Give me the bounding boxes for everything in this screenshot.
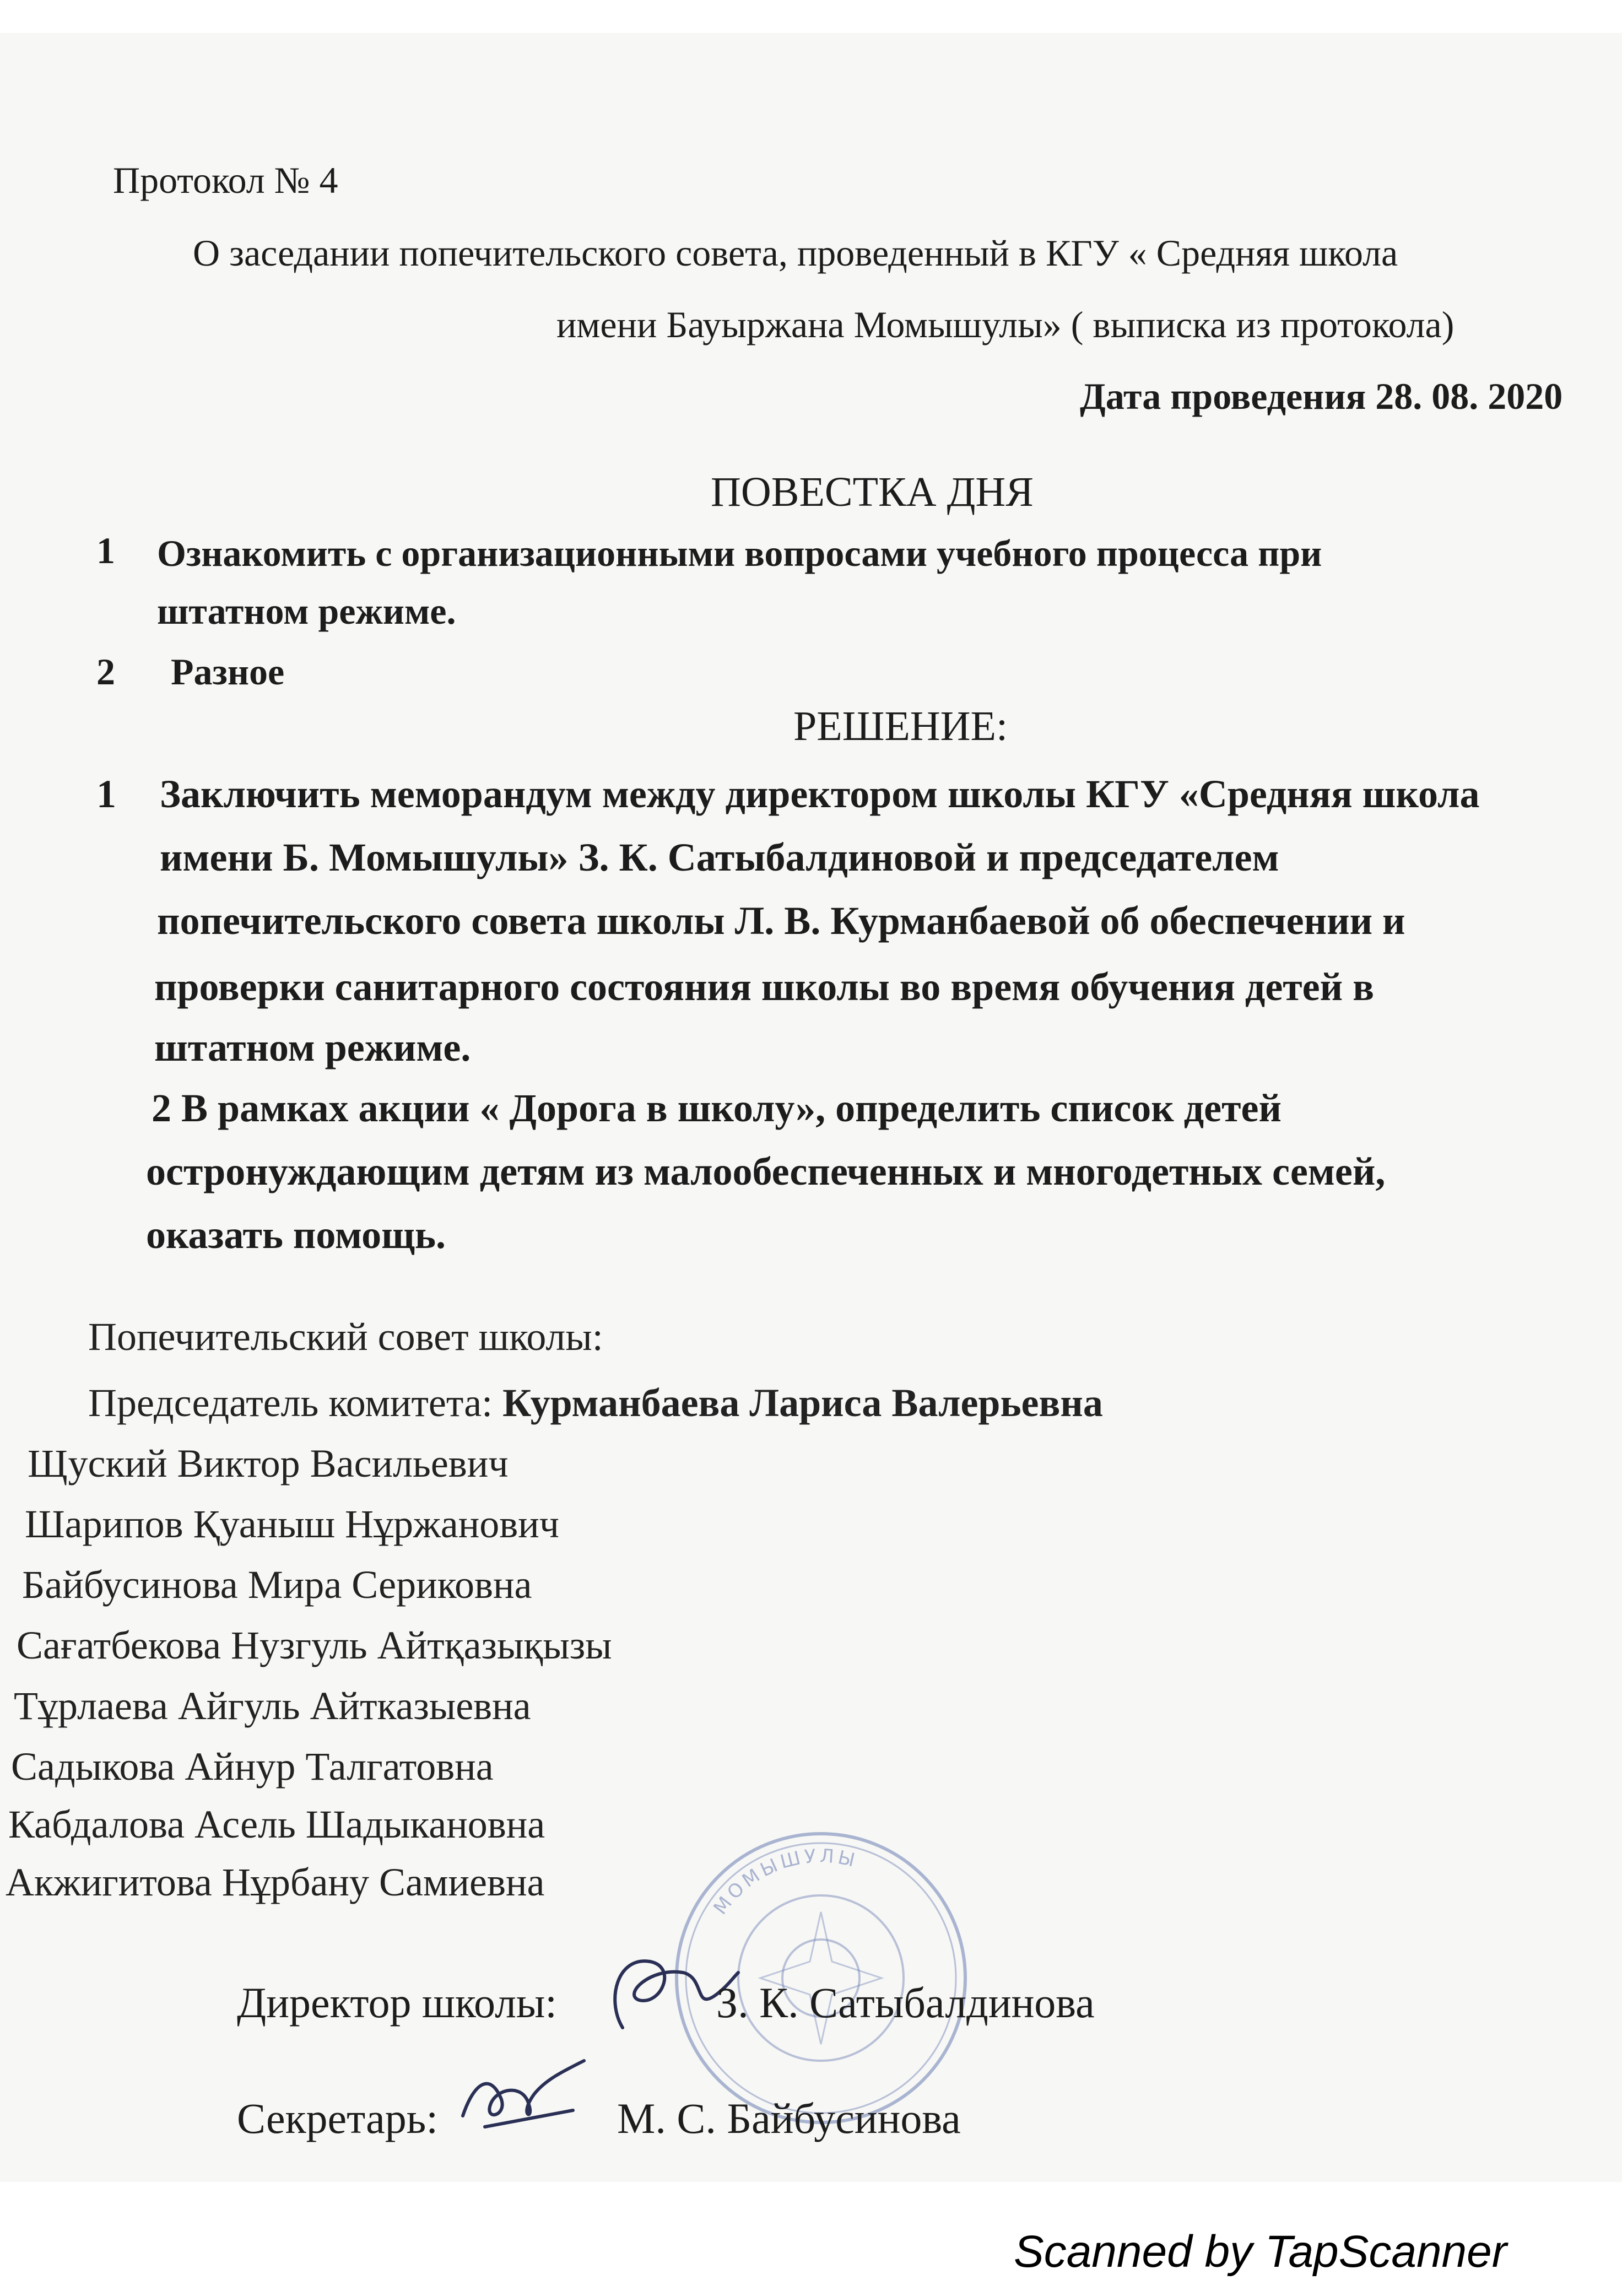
chair-name: Курманбаева Лариса Валерьевна: [502, 1381, 1103, 1425]
agenda-item-1-line1: Ознакомить с организационными вопросами учебного процесса при: [157, 532, 1322, 574]
secretary-name: М. С. Байбусинова: [617, 2094, 961, 2142]
council-chair: [88, 1380, 1103, 1426]
meeting-date: Дата проведения 28. 08. 2020: [1080, 375, 1563, 417]
chair-label: Председатель комитета:: [88, 1381, 503, 1425]
council-member: Акжигитова Нұрбану Самиевна: [6, 1860, 545, 1904]
agenda-item-1-line2: штатном режиме.: [157, 590, 456, 632]
agenda-item-2: Разное: [171, 651, 285, 693]
agenda-item-number: 2: [96, 651, 115, 693]
scanner-watermark: Scanned by TapScanner: [1014, 2227, 1507, 2277]
protocol-number: Протокол № 4: [113, 159, 338, 201]
decision-item-number: 1: [96, 772, 116, 816]
council-member: Сағатбекова Нузгуль Айтқазықызы: [17, 1623, 612, 1667]
council-heading: Попечительский совет школы:: [88, 1315, 603, 1359]
protocol-subtitle-line2: имени Бауыржана Момышулы» ( выписка из протокола): [556, 304, 1455, 345]
agenda-heading: ПОВЕСТКА ДНЯ: [711, 469, 1034, 515]
director-label: Директор школы:: [237, 1979, 557, 2027]
decision-item-2-line1: 2 В рамках акции « Дорога в школу», определить список детей: [152, 1086, 1282, 1130]
decision-item-1-line3: попечительского совета школы Л. В. Курманбаевой об обеспечении и: [157, 899, 1405, 943]
decision-heading: РЕШЕНИЕ:: [793, 703, 1008, 749]
decision-item-1-line4: проверки санитарного состояния школы во время обучения детей в: [154, 965, 1374, 1009]
secretary-label: Секретарь:: [237, 2094, 439, 2142]
council-member: Байбусинова Мира Сериковна: [22, 1563, 532, 1607]
decision-item-1-line1: Заключить меморандум между директором школы КГУ «Средняя школа: [160, 772, 1480, 816]
decision-item-1-line5: штатном режиме.: [154, 1025, 471, 1069]
svg-text:МОМЫШУЛЫ: [709, 1845, 860, 1919]
scanned-page: [0, 33, 1622, 2182]
agenda-item-number: 1: [96, 530, 115, 571]
decision-item-2-line3: оказать помощь.: [146, 1213, 446, 1257]
council-member: Кабдалова Асель Шадыкановна: [8, 1802, 545, 1846]
stamp-text: МОМЫШУЛЫ: [709, 1845, 861, 1919]
council-member: Щуский Виктор Васильевич: [28, 1441, 509, 1485]
council-member: Садыкова Айнур Талгатовна: [11, 1744, 494, 1789]
decision-item-1-line2: имени Б. Момышулы» З. К. Сатыбалдиновой и председателем: [160, 835, 1279, 879]
council-member: Тұрлаева Айгуль Айтказыевна: [14, 1684, 531, 1728]
council-member: Шарипов Қуаныш Нұржанович: [25, 1502, 559, 1546]
protocol-subtitle-line1: О заседании попечительского совета, проведенный в КГУ « Средняя школа: [193, 232, 1398, 274]
secretary-signature: [452, 2050, 595, 2149]
decision-item-2-line2: остронуждающим детям из малообеспеченных и многодетных семей,: [146, 1149, 1386, 1193]
director-name: З. К. Сатыбалдинова: [716, 1979, 1095, 2027]
